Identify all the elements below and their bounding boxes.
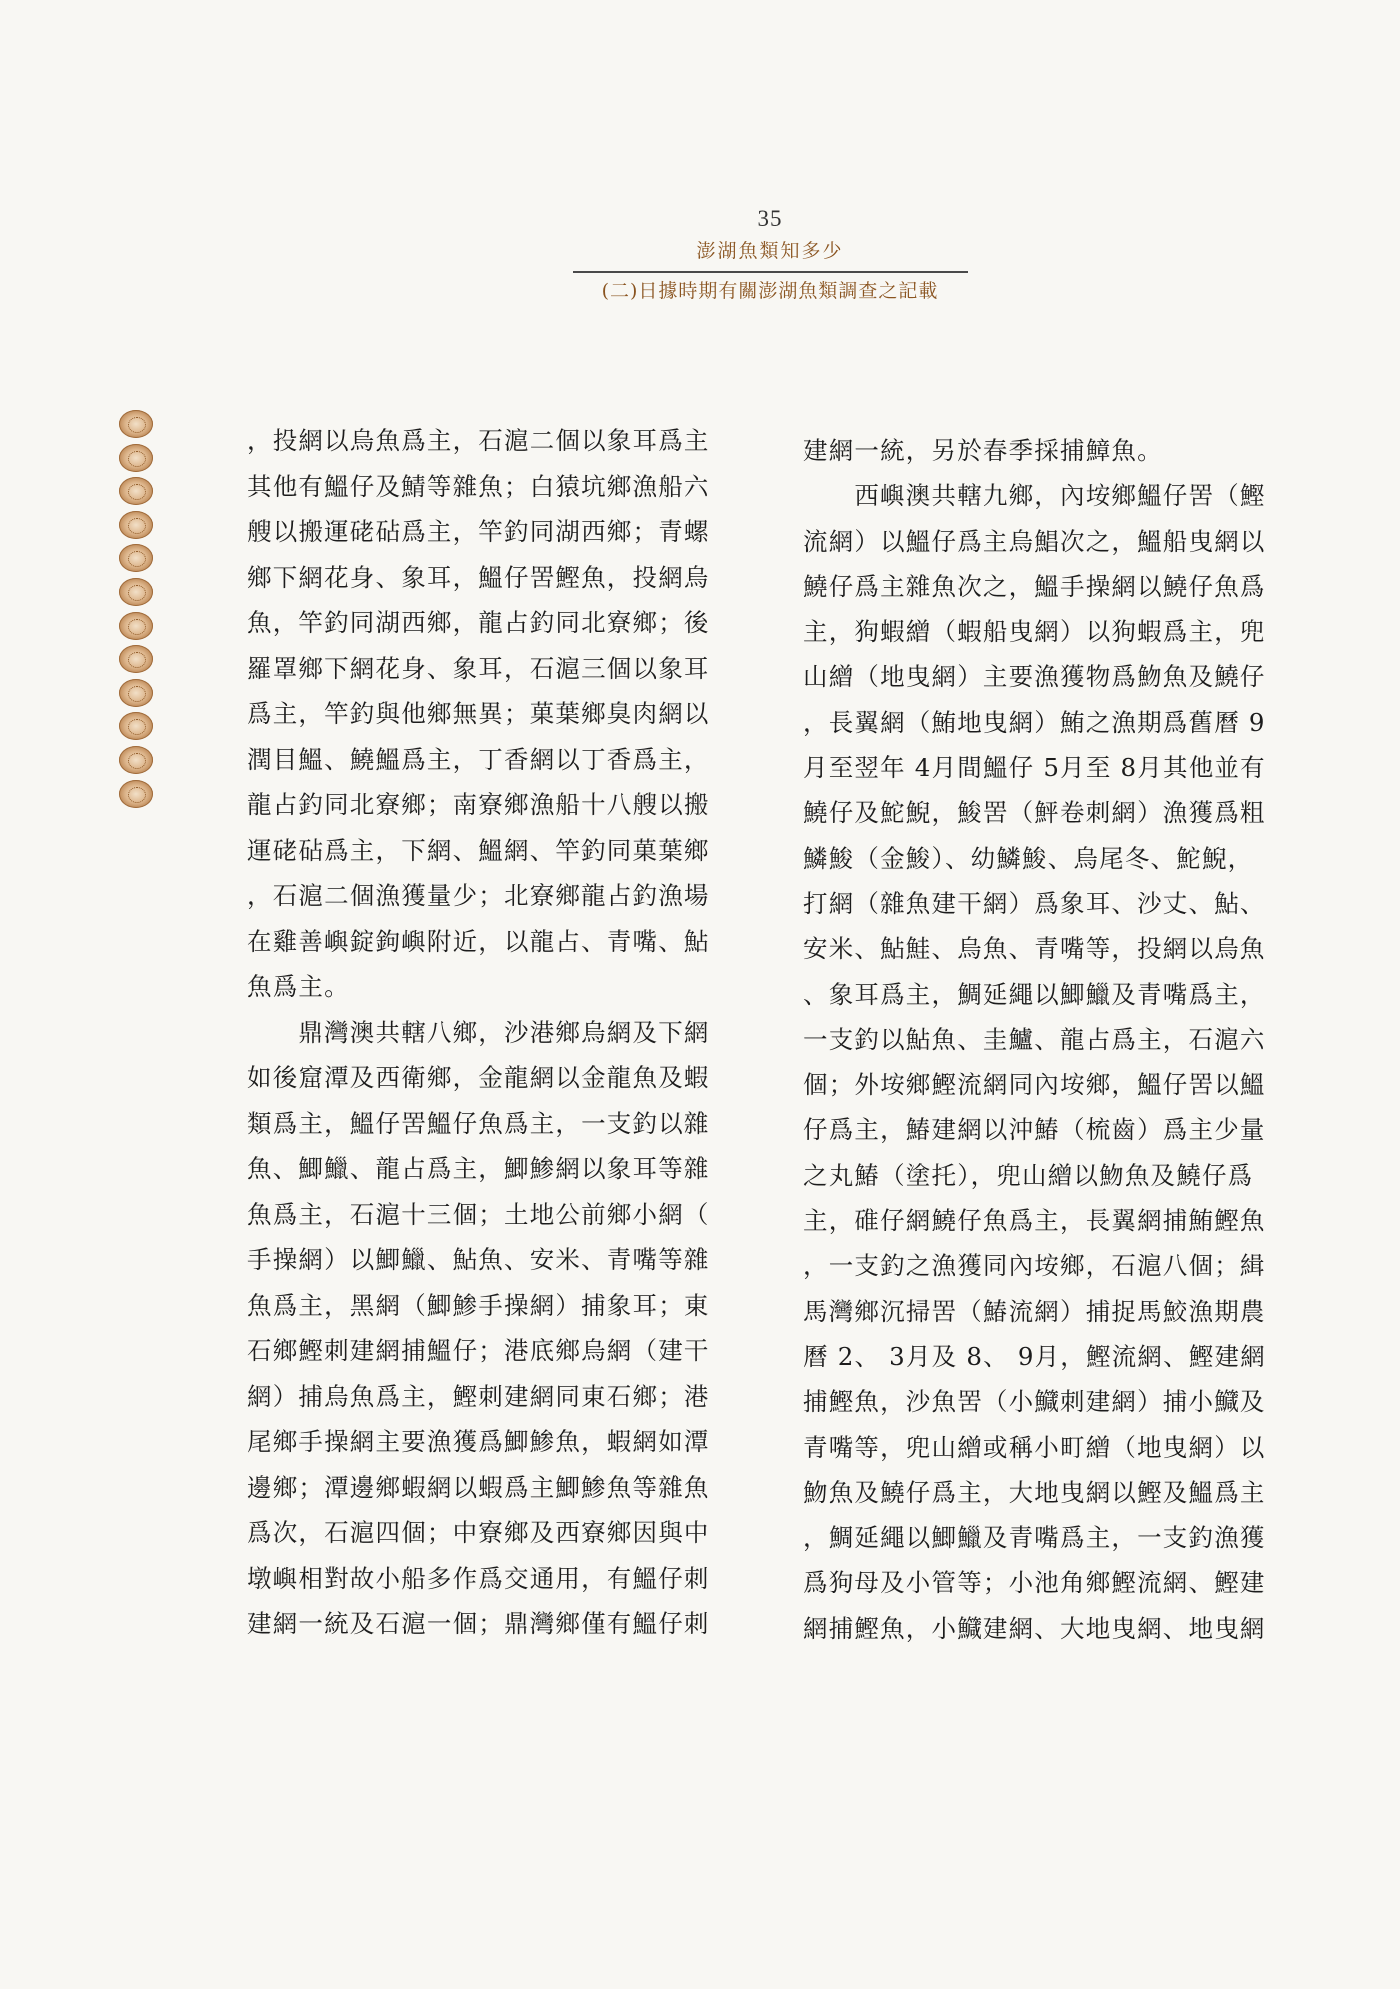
text-line: 鱗鮻（金鮻）、幼鱗鮻、烏尾冬、鮀鯢， (803, 843, 1254, 873)
text-line: 西嶼澳共轄九鄉，內垵鄉鰮仔罟（鰹 (803, 481, 1266, 511)
seal-medallion-icon (119, 511, 153, 539)
text-line: 魚、鯽鱲、龍占爲主，鯽鯵網以象耳等雜 (247, 1154, 710, 1183)
seal-medallion-icon (119, 780, 153, 808)
text-line: 爲次，石滬四個；中寮鄉及西寮鄉因與中 (247, 1518, 710, 1547)
text-line: 墩嶼相對故小船多作爲交通用，有鰮仔刺 (247, 1563, 710, 1593)
text-line: 主，碓仔網鱙仔魚爲主，長翼網捕鮪鰹魚 (803, 1206, 1266, 1236)
text-line: ，投網以烏魚爲主，石滬二個以象耳爲主 (247, 426, 710, 455)
text-line: 馬灣鄉沉掃罟（鰆流網）捕捉馬鮫漁期農 (803, 1296, 1266, 1326)
seal-medallion-icon (119, 444, 153, 472)
text-line: 爲狗母及小管等；小池角鄉鰹流網、鰹建 (803, 1568, 1266, 1598)
text-line: 其他有鰮仔及鯖等雜魚；白猿坑鄉漁船六 (247, 471, 710, 501)
text-line: 建網一統及石滬一個；鼎灣鄉僅有鰮仔刺 (247, 1609, 710, 1638)
text-line: ，石滬二個漁獲量少；北寮鄉龍占釣漁場 (247, 881, 710, 910)
text-line: 仔爲主，鰆建網以沖鰆（梳齒）爲主少量 (803, 1115, 1266, 1145)
text-line: ，長翼網（鮪地曳網）鮪之漁期爲舊曆 9 (803, 707, 1266, 737)
text-line: 鱙仔爲主雜魚次之，鰮手操網以鱙仔魚爲 (803, 571, 1266, 601)
text-line: 、象耳爲主，鯛延繩以鯽鱲及青嘴爲主， (803, 979, 1266, 1009)
text-line: 之丸鰆（塗托），兜山繒以魩魚及鱙仔爲 (803, 1160, 1254, 1190)
left-text-column (247, 418, 742, 1647)
text-line: 一支釣以鮎魚、圭鱸、龍占爲主，石滬六 (803, 1024, 1266, 1054)
text-line: 主，狗蝦繒（蝦船曳網）以狗蝦爲主，兜 (803, 617, 1266, 647)
text-line: 山繒（地曳網）主要漁獲物爲魩魚及鱙仔 (803, 662, 1266, 692)
seal-medallion-icon (119, 578, 153, 606)
text-line: 潤目鰮、鱙鰮爲主，丁香網以丁香爲主， (247, 744, 710, 774)
text-line: 個；外垵鄉鰹流網同內垵鄉，鰮仔罟以鰮 (803, 1070, 1266, 1100)
text-line: 龍占釣同北寮鄉；南寮鄉漁船十八艘以搬 (247, 790, 710, 819)
section-title: (二)日據時期有關澎湖魚類調查之記載 (601, 280, 939, 302)
margin-ornament-strip (116, 410, 156, 813)
seal-medallion-icon (119, 544, 153, 572)
text-line: 尾鄉手操網主要漁獲爲鯽鯵魚，蝦網如潭 (247, 1427, 710, 1456)
text-line: 曆 2、 3月及 8、 9月，鰹流網、鰹建網 (803, 1341, 1266, 1371)
text-line: 艘以搬運硓砧爲主，竿釣同湖西鄉；青螺 (247, 517, 710, 546)
seal-medallion-icon (119, 477, 153, 505)
seal-medallion-icon (119, 410, 153, 438)
right-text-column (803, 428, 1298, 1651)
text-line: 捕鰹魚，沙魚罟（小鱵刺建網）捕小鱵及 (803, 1387, 1266, 1417)
text-line: 手操網）以鯽鱲、鮎魚、安米、青嘴等雜 (247, 1245, 710, 1274)
text-line: ，一支釣之漁獲同內垵鄉，石滬八個；緝 (803, 1251, 1266, 1281)
text-line: 月至翌年 4月間鰮仔 5月至 8月其他並有 (803, 753, 1266, 783)
text-line: 網捕鰹魚，小鱵建網、大地曳網、地曳網 (803, 1613, 1266, 1643)
text-line: 網）捕烏魚爲主，鰹刺建網同東石鄉；港 (247, 1381, 710, 1411)
text-line: 鄉下網花身、象耳，鰮仔罟鰹魚，投網烏 (247, 562, 710, 592)
text-line: 如後窟潭及西衛鄉，金龍網以金龍魚及蝦 (247, 1063, 710, 1092)
text-line: 魚爲主，石滬十三個；土地公前鄉小網（ (247, 1199, 710, 1229)
text-line: 青嘴等，兜山繒或稱小町繒（地曳網）以 (803, 1432, 1266, 1462)
text-line: 類爲主，鰮仔罟鰮仔魚爲主，一支釣以雜 (247, 1108, 710, 1138)
text-line: 打網（雜魚建干網）爲象耳、沙丈、鮎、 (803, 888, 1266, 918)
seal-medallion-icon (119, 712, 153, 740)
text-line: 石鄉鰹刺建網捕鰮仔；港底鄉烏網（建干 (247, 1336, 710, 1365)
header-divider (573, 271, 968, 273)
book-title: 澎湖魚類知多少 (696, 240, 844, 262)
text-line: 魩魚及鱙仔爲主，大地曳網以鰹及鰮爲主 (803, 1477, 1266, 1507)
seal-medallion-icon (119, 645, 153, 673)
seal-medallion-icon (119, 746, 153, 774)
text-line: 魚爲主。 (247, 972, 350, 1001)
text-line: 爲主，竿釣與他鄉無異；菓葉鄉臭肉網以 (247, 699, 710, 728)
text-line: 鼎灣澳共轄八鄉，沙港鄉烏網及下網 (247, 1017, 710, 1047)
text-line: 魚，竿釣同湖西鄉，龍占釣同北寮鄉；後 (247, 608, 710, 637)
text-line: 在雞善嶼錠鉤嶼附近，以龍占、青嘴、鮎 (247, 926, 710, 956)
text-line: 安米、鮎鮭、烏魚、青嘴等，投網以烏魚 (803, 934, 1266, 964)
text-line: 邊鄉；潭邊鄉蝦網以蝦爲主鯽鯵魚等雜魚 (247, 1472, 710, 1502)
text-line: 魚爲主，黑網（鯽鯵手操網）捕象耳；東 (247, 1290, 710, 1320)
text-line: 建網一統，另於春季採捕鱆魚。 (803, 436, 1163, 465)
seal-medallion-icon (119, 612, 153, 640)
page-number: 35 (757, 206, 783, 231)
text-line: 運硓砧爲主，下網、鰮網、竿釣同菓葉鄉 (247, 835, 710, 865)
text-line: 羅罩鄉下網花身、象耳，石滬三個以象耳 (247, 653, 710, 683)
text-line: 流網）以鰮仔爲主烏鯧次之，鰮船曳網以 (803, 526, 1266, 556)
text-line: 鱙仔及鮀鯢，鮻罟（鮃卷刺網）漁獲爲粗 (803, 798, 1266, 828)
seal-medallion-icon (119, 679, 153, 707)
running-header (560, 205, 980, 305)
text-line: ，鯛延繩以鯽鱲及青嘴爲主，一支釣漁獲 (803, 1523, 1266, 1553)
